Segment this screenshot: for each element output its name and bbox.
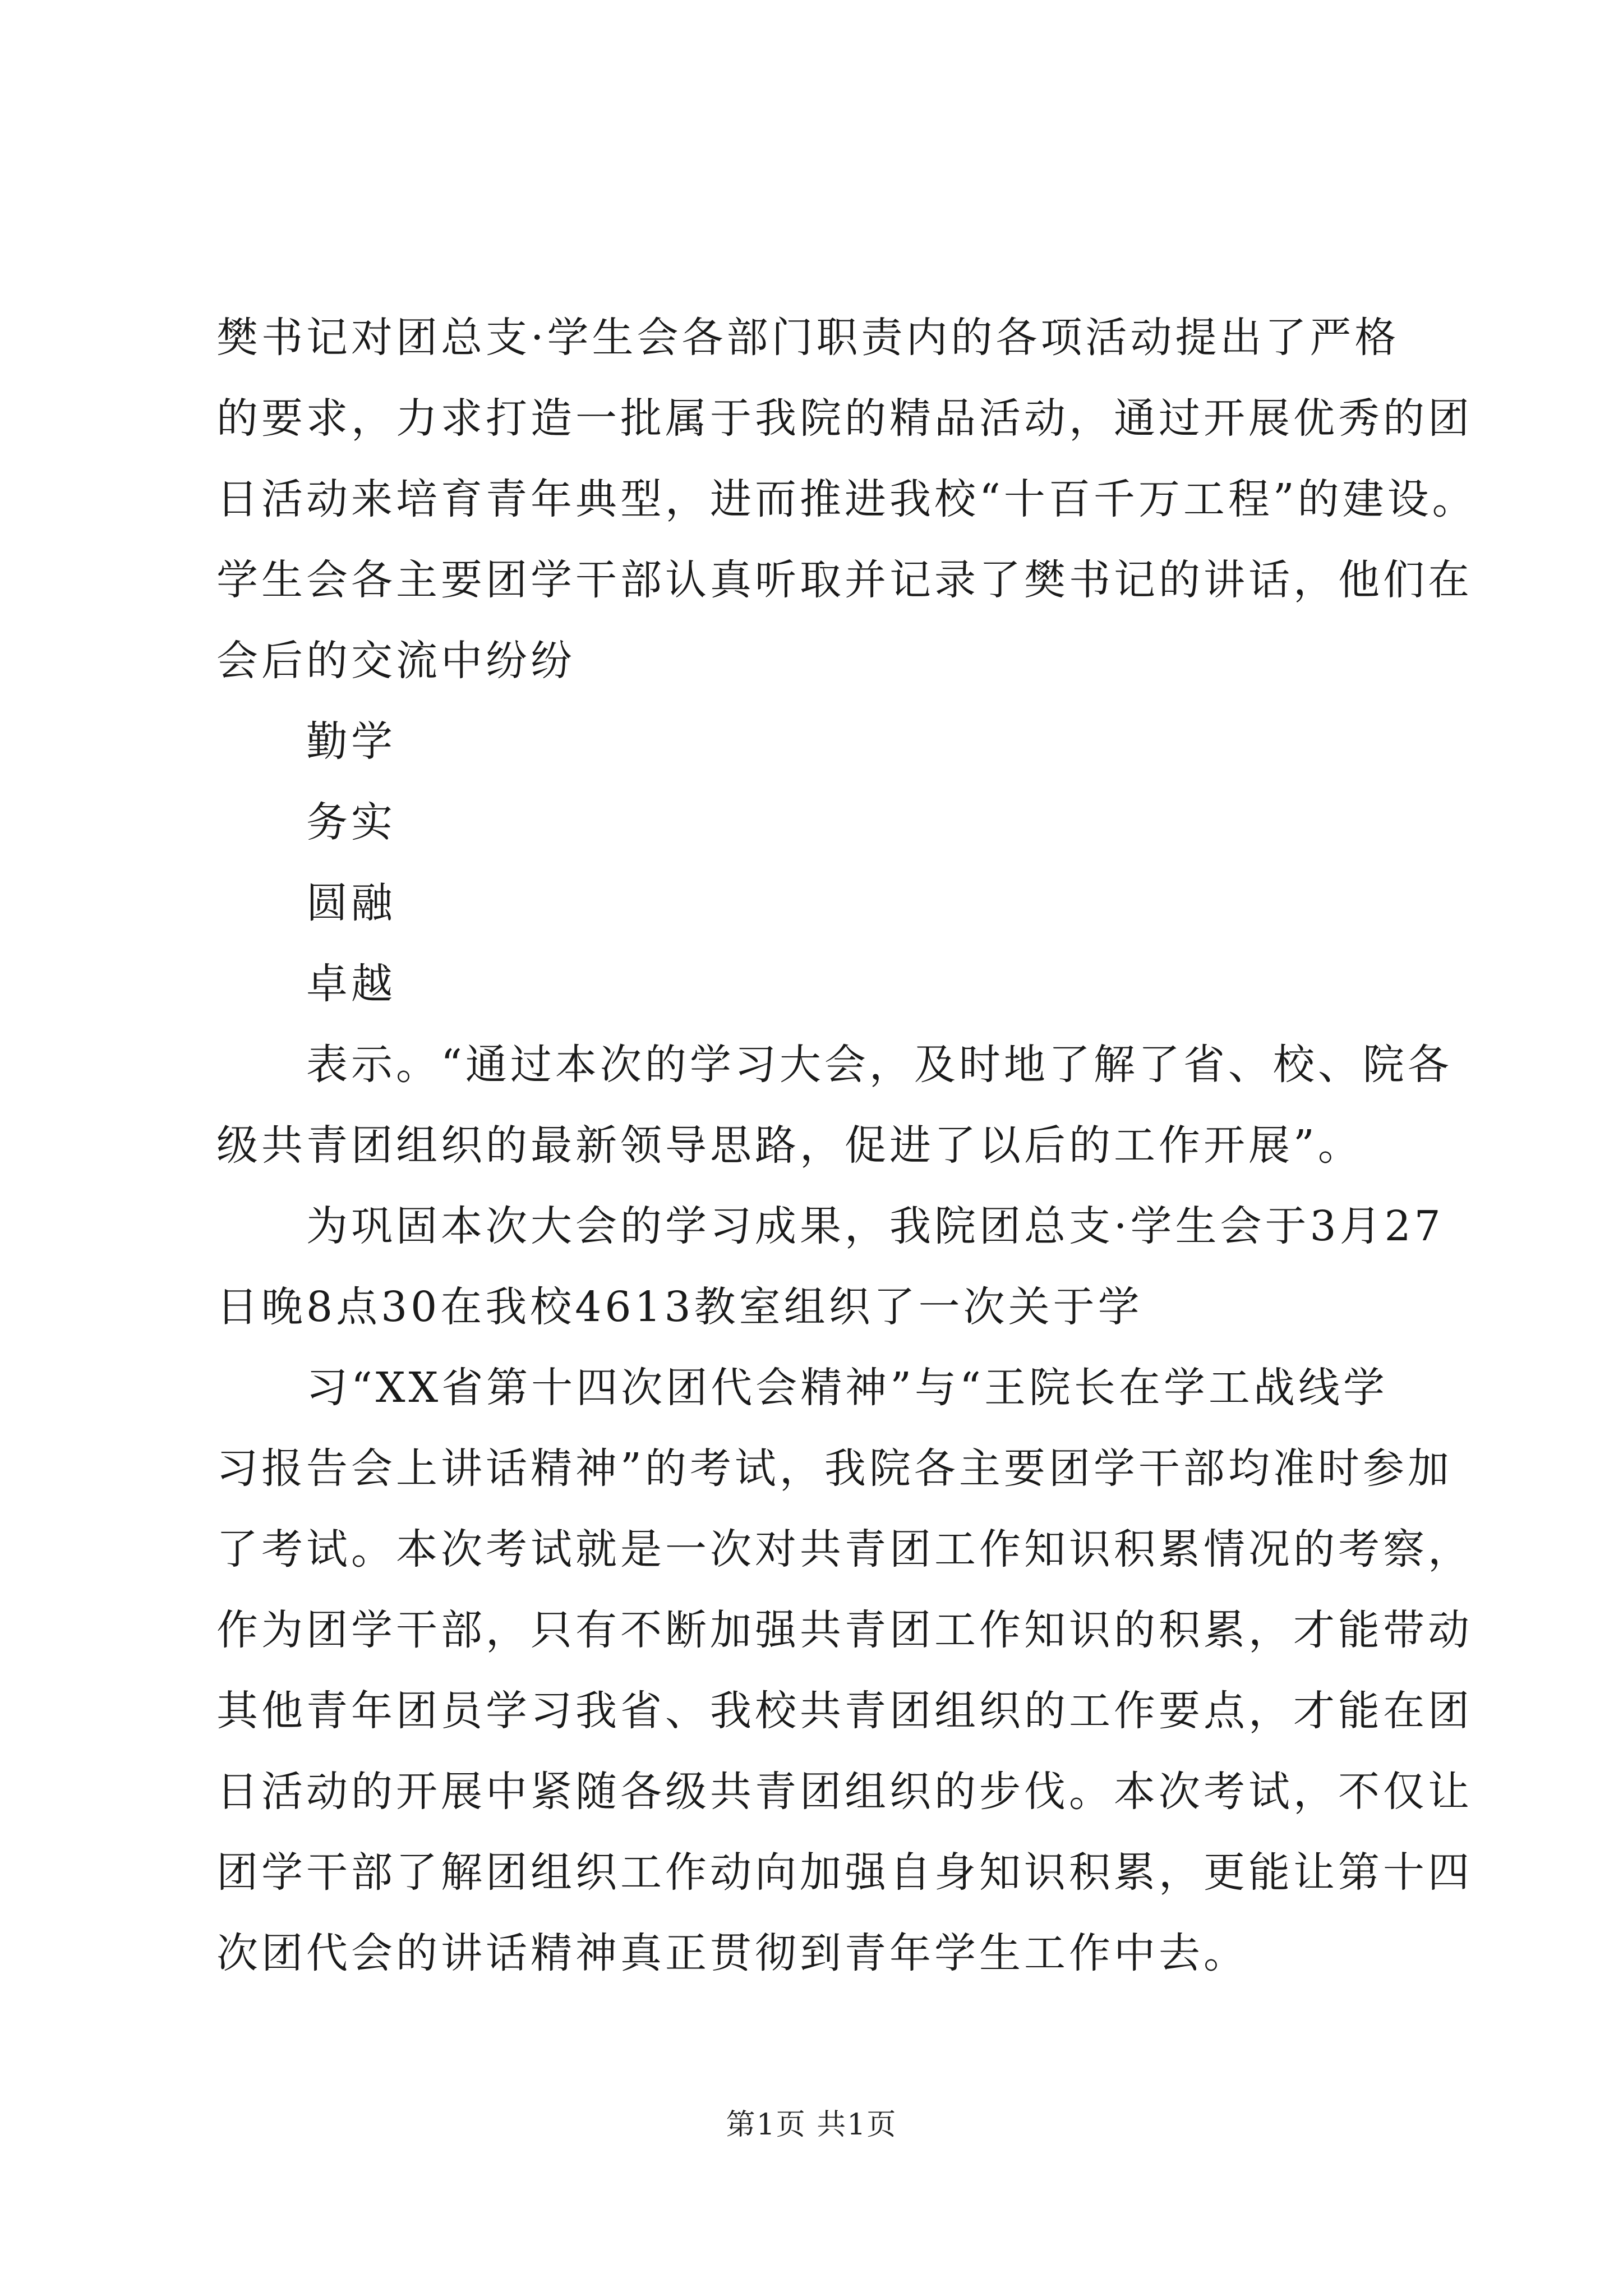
text-line: 其他青年团员学习我省、我校共青团组织的工作要点，才能在团 bbox=[216, 1687, 1473, 1735]
text-line: 圆融 bbox=[306, 879, 396, 927]
text-line: 表示。“通过本次的学习大会，及时地了解了省、校、院各 bbox=[306, 1041, 1453, 1089]
text-line: 日活动来培育青年典型，进而推进我校“十百千万工程”的建设。 bbox=[216, 475, 1477, 523]
text-line: 了考试。本次考试就是一次对共青团工作知识积累情况的考察， bbox=[216, 1525, 1473, 1573]
text-line: 勤学 bbox=[306, 717, 396, 766]
paragraph bbox=[216, 701, 1422, 782]
text-line: 日晚8点30在我校4613教室组织了一次关于学 bbox=[216, 1283, 1143, 1331]
text-line: 的要求，力求打造一批属于我院的精品活动，通过开展优秀的团 bbox=[216, 394, 1473, 443]
paragraph bbox=[216, 1186, 1444, 1347]
paragraph bbox=[216, 863, 1422, 944]
page-number: 第1页 共1页 bbox=[726, 2108, 897, 2142]
text-line: 次团代会的讲话精神真正贯彻到青年学生工作中去。 bbox=[216, 1929, 1248, 1977]
paragraph bbox=[216, 782, 1422, 863]
text-line: 卓越 bbox=[306, 960, 396, 1008]
text-line: 级共青团组织的最新领导思路，促进了以后的工作开展”。 bbox=[216, 1121, 1363, 1170]
text-line: 樊书记对团总支·学生会各部门职责内的各项活动提出了严格 bbox=[216, 314, 1400, 362]
text-line: 作为团学干部，只有不断加强共青团工作知识的积累，才能带动 bbox=[216, 1606, 1473, 1654]
paragraph bbox=[216, 297, 1477, 701]
paragraph bbox=[216, 1347, 1473, 1994]
text-line: 团学干部了解团组织工作动向加强自身知识积累，更能让第十四 bbox=[216, 1848, 1473, 1897]
paragraph bbox=[216, 944, 1422, 1024]
text-line: 学生会各主要团学干部认真听取并记录了樊书记的讲话，他们在 bbox=[216, 556, 1473, 604]
text-line: 习“XX省第十四次团代会精神”与“王院长在学工战线学 bbox=[306, 1364, 1388, 1412]
text-line: 务实 bbox=[306, 798, 396, 846]
paragraph bbox=[216, 1024, 1453, 1186]
text-line: 为巩固本次大会的学习成果，我院团总支·学生会于3月27 bbox=[306, 1202, 1444, 1250]
document-body bbox=[216, 297, 1477, 1994]
page-footer bbox=[0, 2101, 1623, 2143]
text-line: 日活动的开展中紧随各级共青团组织的步伐。本次考试，不仅让 bbox=[216, 1768, 1473, 1816]
text-line: 会后的交流中纷纷 bbox=[216, 637, 575, 685]
text-line: 习报告会上讲话精神”的考试，我院各主要团学干部均准时参加 bbox=[216, 1444, 1453, 1493]
